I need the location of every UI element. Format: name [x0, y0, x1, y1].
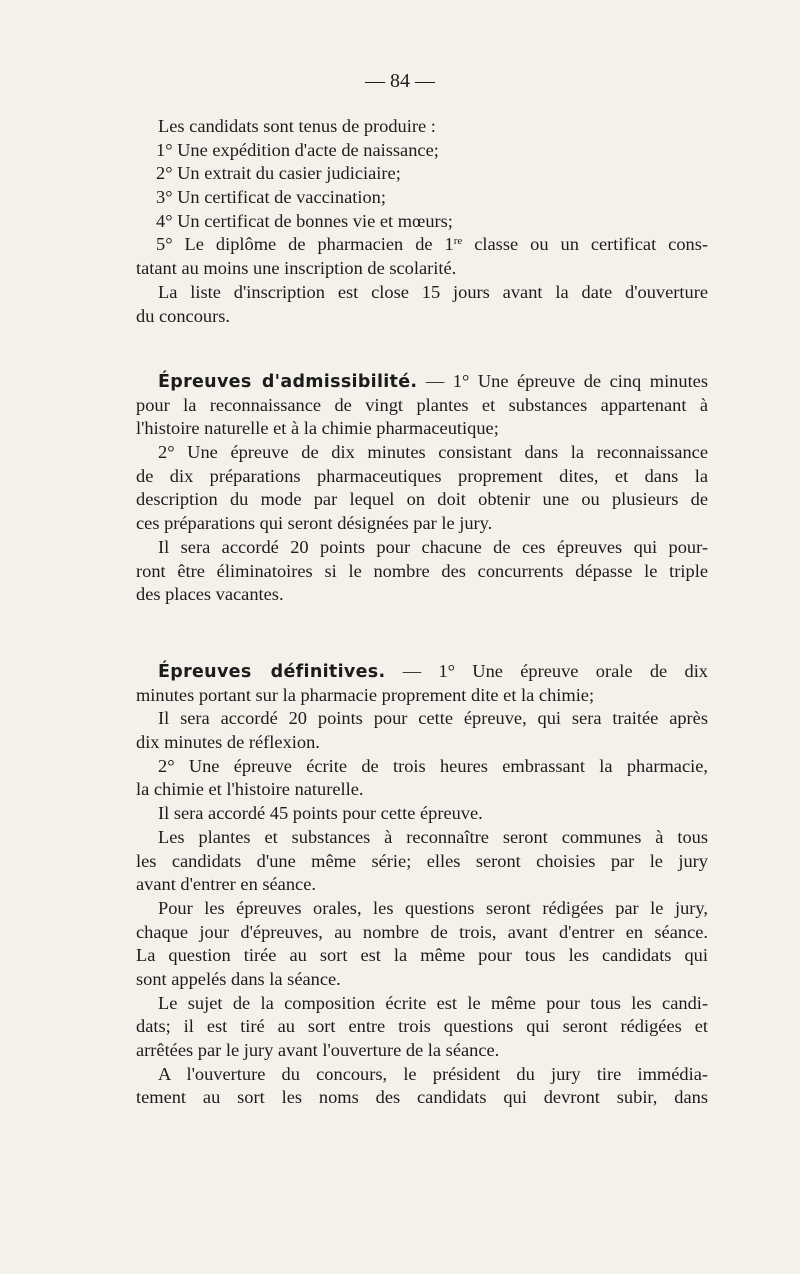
text-line: arrêtées par le jury avant l'ouverture de la séance. [136, 1040, 500, 1060]
admissibilite-section [136, 370, 708, 607]
text-line: de dix préparations pharmaceutiques proprement dites, et dans la [136, 465, 708, 486]
section-heading: Épreuves définitives. [158, 662, 386, 682]
text-line: Il sera accordé 20 points pour cette épreuve, qui sera traitée après [158, 708, 708, 729]
text-line: l'histoire naturelle et à la chimie pharmaceutique; [136, 418, 499, 439]
list-item: 2° Un extrait du casier judiciaire; [156, 163, 401, 184]
text-line: pour la reconnaissance de vingt plantes et substances appartenant à [136, 394, 708, 415]
text-fragment: classe ou un certificat cons- [462, 234, 708, 255]
text-line: Pour les épreuves orales, les questions seront rédigées par le jury, [158, 897, 708, 918]
text-line: Le sujet de la composition écrite est le même pour tous les candi- [158, 992, 708, 1013]
text-line: dats; il est tiré au sort entre trois questions qui seront rédigées et [136, 1016, 708, 1037]
section-heading-line [136, 370, 708, 394]
text-line: dix minutes de réflexion. [136, 732, 320, 753]
text-line: sont appelés dans la séance. [136, 968, 341, 989]
list-item: 3° Un certificat de vaccination; [156, 187, 386, 208]
text-line: 2° Une épreuve de dix minutes consistant dans la reconnaissance [158, 442, 708, 463]
text-line: Les plantes et substances à reconnaître seront communes à tous [158, 826, 708, 847]
text-line: ront être éliminatoires si le nombre des concurrents dépasse le triple [136, 560, 708, 581]
superscript: re [453, 235, 463, 248]
text-line: chaque jour d'épreuves, au nombre de trois, avant d'entrer en séance. [136, 921, 708, 942]
text-fragment: — 1° Une épreuve orale de dix [385, 661, 708, 681]
intro-section [136, 115, 708, 328]
text-line: des places vacantes. [136, 584, 284, 605]
text-line: description du mode par lequel on doit obtenir une ou plusieurs de [136, 489, 708, 510]
text-line: 2° Une épreuve écrite de trois heures embrassant la pharmacie, [158, 755, 708, 776]
list-item: 4° Un certificat de bonnes vie et mœurs; [156, 210, 453, 231]
text-line: Il sera accordé 20 points pour chacune de ces épreuves qui pour- [158, 536, 708, 557]
text-line: les candidats d'une même série; elles seront choisies par le jury [136, 850, 708, 871]
text-line: minutes portant sur la pharmacie proprement dite et la chimie; [136, 684, 595, 705]
page-number: — 84 — [365, 70, 435, 92]
text-fragment: 5° Le diplôme de pharmacien de 1 [156, 234, 454, 255]
definitives-section [136, 660, 708, 1110]
text-line: du concours. [136, 305, 230, 326]
list-item: 1° Une expédition d'acte de naissance; [156, 139, 439, 160]
text-fragment: — 1° Une épreuve de cinq minutes [417, 371, 708, 391]
text-line: A l'ouverture du concours, le président du jury tire immédia- [158, 1063, 708, 1084]
text-line: La question tirée au sort est la même pour tous les candidats qui [136, 945, 708, 966]
text-line: Il sera accordé 45 points pour cette épreuve. [158, 803, 483, 824]
text-line: La liste d'inscription est close 15 jours avant la date d'ouverture [158, 281, 708, 302]
text-line: ces préparations qui seront désignées par le jury. [136, 513, 493, 534]
text-line: tement au sort les noms des candidats qui devront subir, dans [136, 1087, 708, 1108]
text-line: la chimie et l'histoire naturelle. [136, 779, 364, 800]
list-item [136, 233, 708, 257]
section-heading-line [136, 660, 708, 684]
text-line: avant d'entrer en séance. [136, 874, 316, 895]
text-line: Les candidats sont tenus de produire : [158, 116, 436, 136]
text-line: tatant au moins une inscription de scolarité. [136, 258, 457, 279]
section-heading: Épreuves d'admissibilité. [158, 372, 418, 392]
